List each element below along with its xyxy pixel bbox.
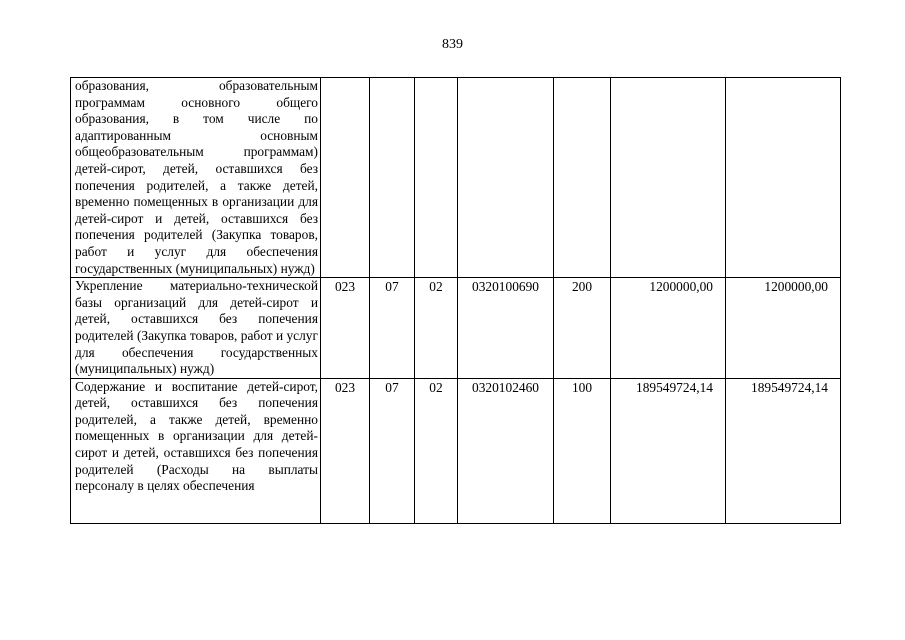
subsection-code-cell: 02 bbox=[415, 278, 458, 379]
expense-type-cell: 100 bbox=[554, 378, 611, 523]
admin-code-cell: 023 bbox=[321, 278, 370, 379]
amount-cell-2 bbox=[726, 78, 841, 278]
admin-code-cell bbox=[321, 78, 370, 278]
row-description: Укрепление материально-технической базы организаций для детей-сирот и детей, оставшихся без попечения родителей (Закупка товаров, работ и услуг для обеспечения государственных (муниципальных) нужд) bbox=[71, 278, 321, 379]
row-description: Содержание и воспитание детей-сирот, детей, оставшихся без попечения родителей, а также детей, временно помещенных в организации для детей-сирот и детей, оставшихся без попечения родителей (Расходы на выплаты персоналу в целях обеспечения bbox=[75, 378, 318, 494]
row-description-cell bbox=[71, 378, 321, 523]
amount-cell-1: 1200000,00 bbox=[611, 278, 726, 379]
subsection-code-cell bbox=[415, 78, 458, 278]
table-row bbox=[71, 278, 841, 379]
admin-code-cell: 023 bbox=[321, 378, 370, 523]
table-row bbox=[71, 378, 841, 523]
amount-cell-2: 1200000,00 bbox=[726, 278, 841, 379]
section-code-cell: 07 bbox=[370, 278, 415, 379]
section-code-cell bbox=[370, 78, 415, 278]
expense-type-cell: 200 bbox=[554, 278, 611, 379]
section-code-cell: 07 bbox=[370, 378, 415, 523]
page-number: 839 bbox=[442, 37, 463, 52]
amount-cell-2: 189549724,14 bbox=[726, 378, 841, 523]
target-article-cell: 0320102460 bbox=[458, 378, 554, 523]
amount-cell-1 bbox=[611, 78, 726, 278]
table-row bbox=[71, 78, 841, 278]
expense-type-cell bbox=[554, 78, 611, 278]
target-article-cell: 0320100690 bbox=[458, 278, 554, 379]
row-description: образования, образовательным программам основного общего образования, в том числе по адаптированным основным общеобразовательным программам) детей-сирот, детей, оставшихся без попечения родителей, а также детей, временно помещенных в организации для детей-сирот и детей, оставшихся без попечения родителей (Закупка товаров, работ и услуг для обеспечения государственных (муниципальных) нужд) bbox=[71, 78, 321, 278]
subsection-code-cell: 02 bbox=[415, 378, 458, 523]
budget-table bbox=[70, 77, 841, 524]
amount-cell-1: 189549724,14 bbox=[611, 378, 726, 523]
target-article-cell bbox=[458, 78, 554, 278]
